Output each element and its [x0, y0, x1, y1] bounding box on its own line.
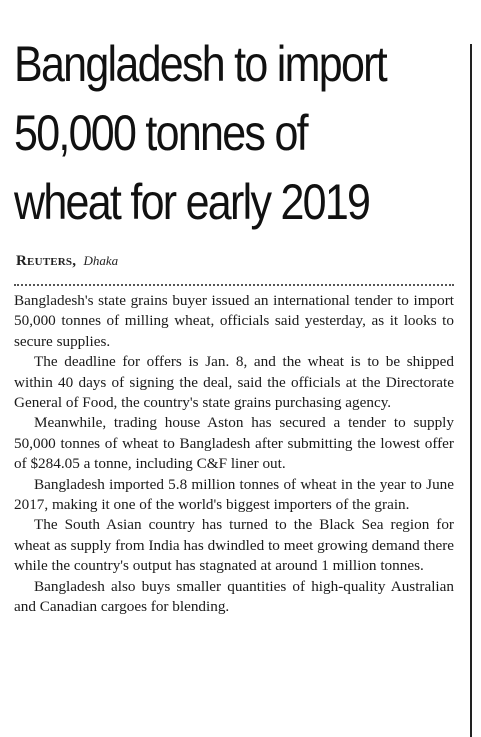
article-body — [14, 291, 454, 618]
byline-place: Dhaka — [83, 253, 119, 268]
article-paragraph: The deadline for offers is Jan. 8, and the wheat is to be shipped within 40 days of signing the deal, said the officials at the Directorate General of Food, the country's state grains purchasing agency. — [14, 353, 454, 412]
article-paragraph: Bangladesh's state grains buyer issued an international tender to import 50,000 tonnes of milling wheat, officials said yesterday, as it looks to secure supplies. — [14, 292, 454, 350]
headline-line: Bangladesh to import — [14, 36, 386, 92]
article-paragraph: The South Asian country has turned to the Black Sea region for wheat as supply from India has dwindled to meet growing demand there while the country's output has stagnated at around 1 million tonnes. — [14, 516, 454, 575]
article-paragraph: Bangladesh imported 5.8 million tonnes of wheat in the year to June 2017, making it one of the world's biggest importers of the grain. — [14, 475, 454, 514]
byline — [16, 253, 118, 270]
article-paragraph: Bangladesh also buys smaller quantities of high-quality Australian and Canadian cargoes for blending. — [14, 577, 454, 616]
dotted-separator — [14, 284, 454, 286]
article-paragraph: Meanwhile, trading house Aston has secured a tender to supply 50,000 tonnes of wheat to Bangladesh after submitting the lowest offer of $284.05 a tonne, including C&F liner out. — [14, 414, 454, 473]
column-divider — [470, 44, 472, 737]
byline-agency: Reuters, — [16, 253, 77, 269]
headline — [14, 30, 461, 237]
headline-line: 50,000 tonnes of — [14, 105, 307, 161]
headline-line: wheat for early 2019 — [14, 174, 370, 230]
